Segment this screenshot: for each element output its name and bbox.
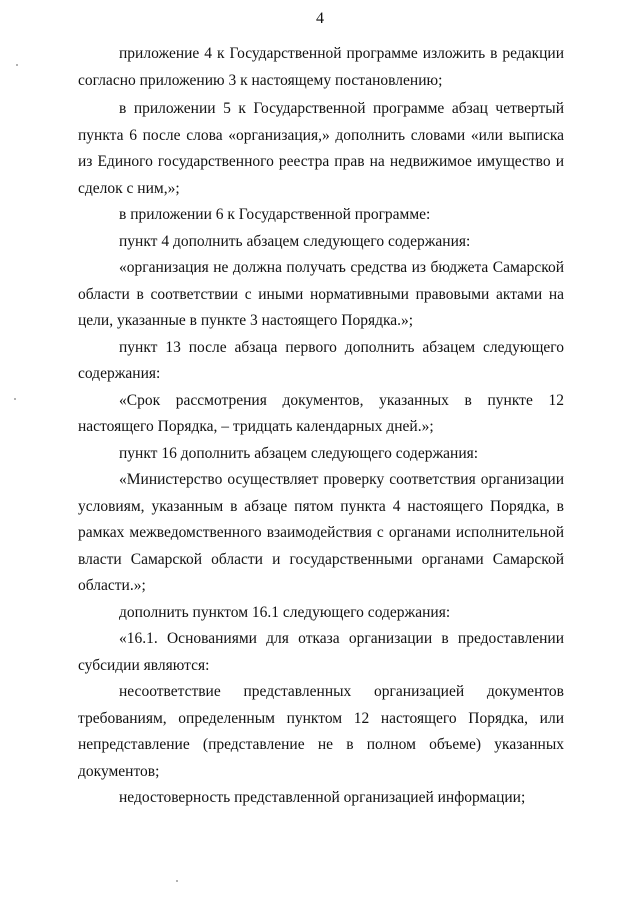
paragraph-item-13: пункт 13 после абзаца первого дополнить абзацем следующего содержания: <box>78 338 564 382</box>
paragraph-item-16: пункт 16 дополнить абзацем следующего содержания: <box>119 444 479 462</box>
paragraph-refusal-ground-2: недостоверность представленной организацией информации; <box>119 789 526 806</box>
paragraph-item-16-1-intro: «16.1. Основаниями для отказа организации в предоставлении субсидии являются: <box>78 630 564 674</box>
paragraph-appendix-6: в приложении 6 к Государственной программе: <box>119 206 431 223</box>
paragraph-refusal-ground-1: несоответствие представленных организацией документов требованиям, определенным пунктом 12 настоящего Порядка, или непредставление (представление не в полном объеме) указанных документов; <box>78 683 564 780</box>
paragraph-appendix-5: в приложении 5 к Государственной программе абзац четвертый пункта 6 после слова «организация,» дополнить словами «или выписка из Единого государственного реестра прав на недвижимое имущество и сделок с ним,»; <box>78 100 564 197</box>
paragraph-item-16-text: «Министерство осуществляет проверку соответствия организации условиям, указанным в абзаце пятом пункта 4 настоящего Порядка, в рамках межведомственного взаимодействия с органами исполнительной власти Самарской области и государственными органами Самарской области.»; <box>78 471 564 594</box>
paragraph-item-4-text: «организация не должна получать средства из бюджета Самарской области в соответствии с иными нормативными правовыми актами на цели, указанные в пункте 3 настоящего Порядка.»; <box>78 259 564 329</box>
scan-speck <box>176 880 178 882</box>
paragraph-item-13-text: «Срок рассмотрения документов, указанных в пункте 12 настоящего Порядка, – тридцать календарных дней.»; <box>78 391 564 435</box>
page-number: 4 <box>316 10 324 27</box>
document-body <box>78 41 564 812</box>
scan-speck <box>14 398 16 400</box>
paragraph-item-4: пункт 4 дополнить абзацем следующего содержания: <box>119 232 471 250</box>
paragraph-item-16-1: дополнить пунктом 16.1 следующего содержания: <box>119 603 451 621</box>
scan-speck <box>16 64 18 66</box>
paragraph-appendix-4: приложение 4 к Государственной программе изложить в редакции согласно приложению 3 к настоящему постановлению; <box>78 45 564 89</box>
